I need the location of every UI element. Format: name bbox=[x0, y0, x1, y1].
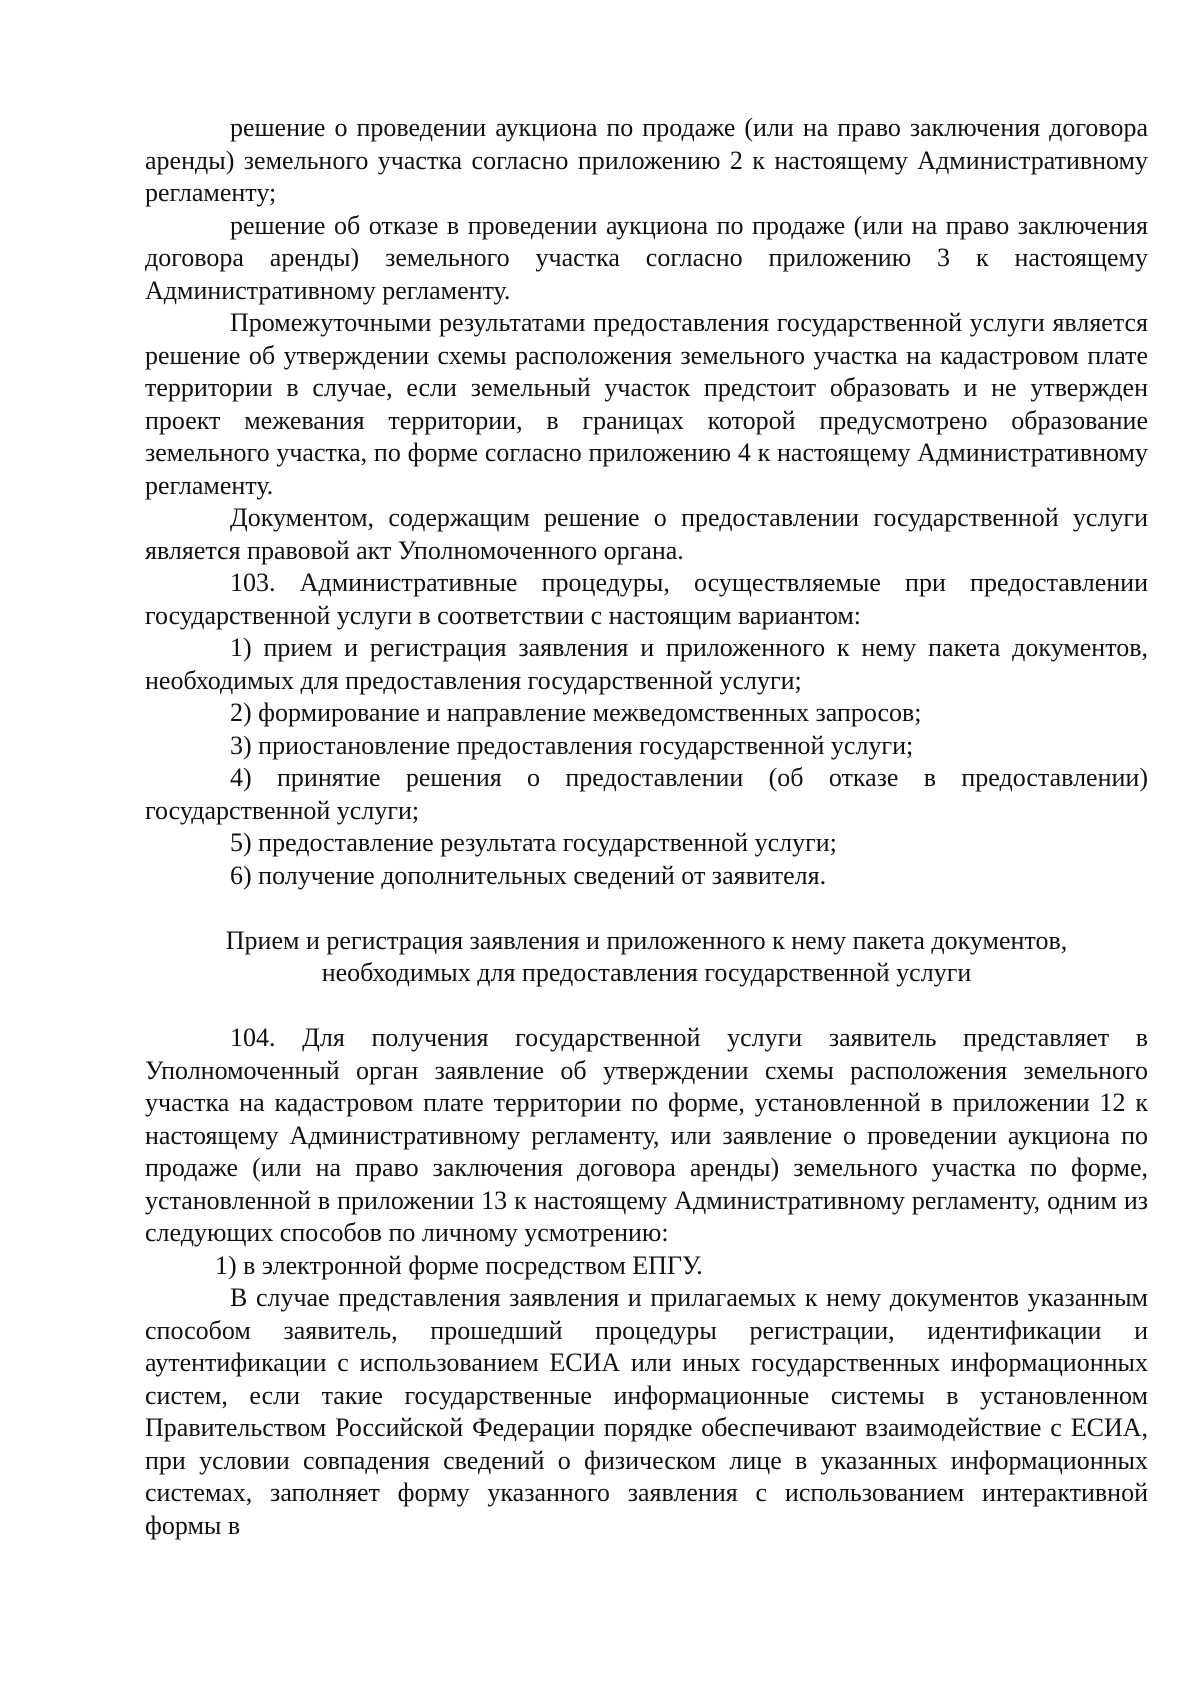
paragraph-auction-decision: решение о проведении аукциона по продаже (или на право заключения договора аренды) земельного участка согласно приложению 2 к настоящему Административному регламенту; bbox=[145, 113, 1148, 207]
paragraph-esia: В случае представления заявления и прилагаемых к нему документов указанным способом заявитель, прошедший процедуры регистрации, идентификации и аутентификации с использованием ЕСИА или иных государственных информационных систем, если такие государственные информационные системы в установленном Правительством Российской Федерации порядке обеспечивают взаимодействие с ЕСИА, при условии совпадения сведений о физическом лице в указанных информационных системах, заполняет форму указанного заявления с использованием интерактивной формы в bbox=[145, 1283, 1148, 1540]
section-heading-line-1: Прием и регистрация заявления и приложенного к нему пакета документов, bbox=[225, 925, 1068, 955]
section-spacer bbox=[145, 990, 1148, 1023]
list-item-procedure-1: 1) прием и регистрация заявления и приложенного к нему пакета документов, необходимых для предоставления государственной услуги; bbox=[145, 633, 1148, 695]
list-item-epgu: 1) в электронной форме посредством ЕПГУ. bbox=[215, 1250, 703, 1280]
section-spacer bbox=[145, 892, 1148, 925]
list-item-procedure-5: 5) предоставление результата государственной услуги; bbox=[230, 828, 837, 857]
paragraph-auction-refusal: решение об отказе в проведении аукциона по продаже (или на право заключения договора аренды) земельного участка согласно приложению 3 к настоящему Административному регламенту. bbox=[145, 210, 1148, 305]
paragraph-decision-document: Документом, содержащим решение о предоставлении государственной услуги является правовой акт Уполномоченного органа. bbox=[145, 503, 1148, 565]
list-item-procedure-4: 4) принятие решения о предоставлении (об отказе в предоставлении) государственной услуги; bbox=[145, 763, 1148, 825]
section-heading-line-2: необходимых для предоставления государственной услуги bbox=[321, 958, 972, 987]
list-item-procedure-2: 2) формирование и направление межведомственных запросов; bbox=[230, 698, 922, 727]
list-item-procedure-3: 3) приостановление предоставления государственной услуги; bbox=[230, 730, 914, 760]
paragraph-103: 103. Административные процедуры, осуществляемые при предоставлении государственной услуги в соответствии с настоящим вариантом: bbox=[145, 568, 1148, 630]
paragraph-intermediate-results: Промежуточными результатами предоставления государственной услуги является решение об утверждении схемы расположения земельного участка на кадастровом плате территории в случае, если земельный участок предстоит образовать и не утвержден проект межевания территории, в границах которой предусмотрено образование земельного участка, по форме согласно приложению 4 к настоящему Административному регламенту. bbox=[145, 308, 1148, 500]
list-item-procedure-6: 6) получение дополнительных сведений от заявителя. bbox=[230, 860, 827, 890]
paragraph-104: 104. Для получения государственной услуги заявитель представляет в Уполномоченный орган заявление об утверждении схемы расположения земельного участка на кадастровом плате территории по форме, установленной в приложении 12 к настоящему Административному регламенту, или заявление о проведении аукциона по продаже (или на право заключения договора аренды) земельного участка по форме, установленной в приложении 13 к настоящему Административному регламенту, одним из следующих способов по личному усмотрению: bbox=[145, 1023, 1148, 1247]
